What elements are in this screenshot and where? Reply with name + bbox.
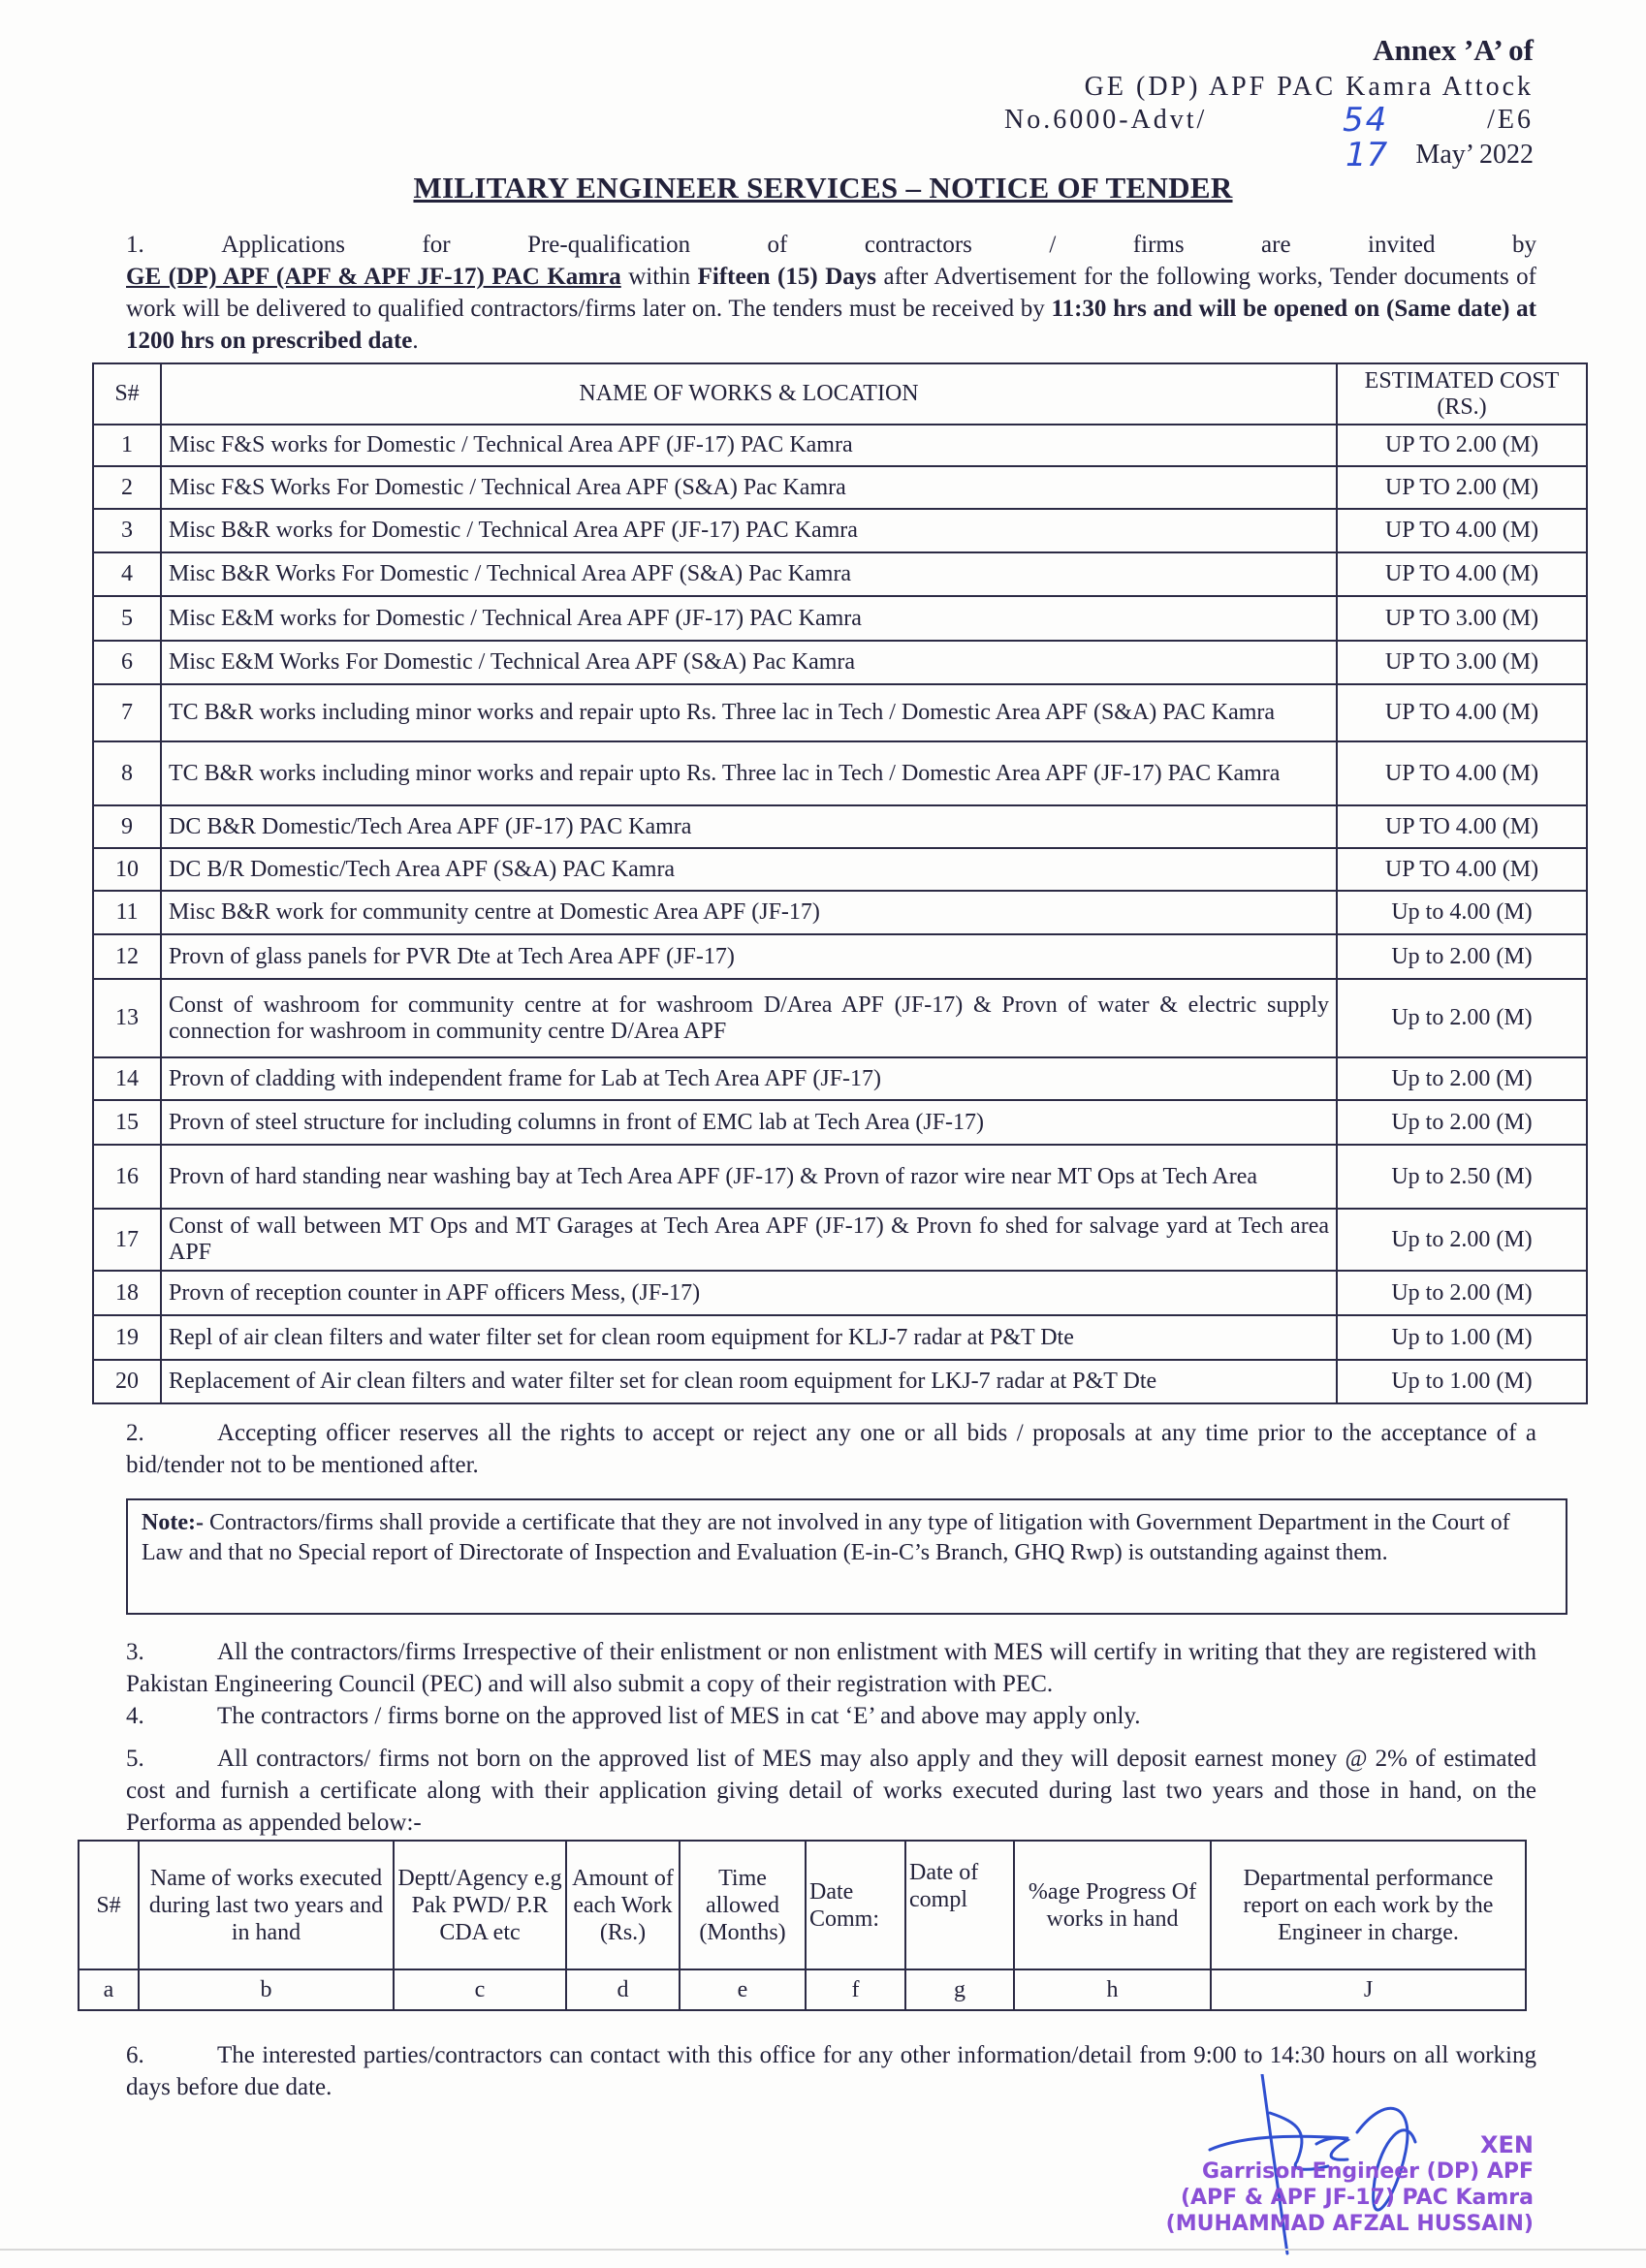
row-sn: 11 <box>93 891 161 934</box>
p2-text: Accepting officer reserves all the rights to accept or reject any one or all bids / proposals at any time prior to the acceptance of a bid/tender not to be mentioned after. <box>126 1420 1536 1478</box>
handwritten-date-day: 17 <box>1345 136 1388 174</box>
table-row <box>93 934 1587 979</box>
row-cost: UP TO 2.00 (M) <box>1337 425 1587 466</box>
table-row <box>93 805 1587 848</box>
row-cost: UP TO 4.00 (M) <box>1337 509 1587 552</box>
table-row <box>93 466 1587 509</box>
p3-text: All the contractors/firms Irrespective of their enlistment or non enlistment with MES will certify in writing that they are registered with Pakistan Engineering Council (PEC) and will also submit a copy of their registration with PEC. <box>126 1639 1536 1697</box>
p1-word: are <box>1261 232 1291 258</box>
p2-number: 2. <box>126 1420 144 1446</box>
works-table <box>92 362 1588 1404</box>
performa-header: Departmental performance report on each work by the Engineer in charge. <box>1211 1841 1526 1969</box>
row-cost: UP TO 3.00 (M) <box>1337 641 1587 684</box>
note-text: Contractors/firms shall provide a certificate that they are not involved in any type of litigation with Government Department in the Court of Law and that no Special report of Directorate of Inspection and Evaluation (E-in-C’s Branch, GHQ Rwp) is outstanding against them. <box>142 1510 1510 1565</box>
performa-cell: c <box>394 1969 566 2010</box>
paragraph-2 <box>126 1417 1536 1481</box>
issuing-office: GE (DP) APF (APF & APF JF-17) PAC Kamra <box>126 264 621 290</box>
p1-word: Pre-qualification <box>527 232 691 258</box>
row-sn: 14 <box>93 1057 161 1100</box>
stamp-name: (MUHAMMAD AFZAL HUSSAIN) <box>1165 2212 1534 2236</box>
performa-cell: b <box>139 1969 394 2010</box>
performa-cell: e <box>680 1969 806 2010</box>
row-cost: Up to 2.50 (M) <box>1337 1145 1587 1209</box>
row-cost: Up to 2.00 (M) <box>1337 1209 1587 1271</box>
row-cost: Up to 2.00 (M) <box>1337 1100 1587 1145</box>
row-sn: 17 <box>93 1209 161 1271</box>
deadline-days: Fifteen (15) Days <box>697 264 876 290</box>
row-sn: 1 <box>93 425 161 466</box>
p6-number: 6. <box>126 2042 144 2068</box>
paragraph-1 <box>126 229 1536 357</box>
table-row <box>93 848 1587 891</box>
row-name: Provn of steel structure for including columns in front of EMC lab at Tech Area (JF-17) <box>161 1100 1337 1145</box>
annex-label: Annex ’A’ of <box>1373 33 1534 67</box>
note-label: Note:- <box>142 1510 204 1535</box>
row-sn: 12 <box>93 934 161 979</box>
row-name: Provn of hard standing near washing bay at Tech Area APF (JF-17) & Provn of razor wire near MT Ops at Tech Area <box>161 1145 1337 1209</box>
row-name: TC B&R works including minor works and repair upto Rs. Three lac in Tech / Domestic Area APF (S&A) PAC Kamra <box>161 684 1337 741</box>
row-sn: 10 <box>93 848 161 891</box>
performa-header: Time allowed (Months) <box>680 1841 806 1969</box>
row-name: Provn of glass panels for PVR Dte at Tech Area APF (JF-17) <box>161 934 1337 979</box>
performa-index-row <box>79 1969 1526 2010</box>
header-sn: S# <box>93 363 161 425</box>
table-row <box>93 1360 1587 1403</box>
row-name: Provn of reception counter in APF officers Mess, (JF-17) <box>161 1271 1337 1315</box>
office-name: GE (DP) APF PAC Kamra Attock <box>1084 72 1534 102</box>
paragraph-1-body <box>126 261 1536 357</box>
p1-word: firms <box>1132 232 1185 258</box>
row-sn: 9 <box>93 805 161 848</box>
table-row <box>93 741 1587 805</box>
row-name: Repl of air clean filters and water filter set for clean room equipment for KLJ-7 radar at P&T Dte <box>161 1315 1337 1360</box>
row-sn: 15 <box>93 1100 161 1145</box>
opening-time: 11:30 hrs and will be opened on (Same date) at 1200 hrs on prescribed date <box>126 296 1536 354</box>
p1-word: invited <box>1368 232 1436 258</box>
row-sn: 3 <box>93 509 161 552</box>
table-row <box>93 1057 1587 1100</box>
row-cost: UP TO 4.00 (M) <box>1337 848 1587 891</box>
row-cost: UP TO 4.00 (M) <box>1337 552 1587 596</box>
performa-header-row <box>79 1841 1526 1969</box>
row-name: Misc E&M Works For Domestic / Technical Area APF (S&A) Pac Kamra <box>161 641 1337 684</box>
row-name: Replacement of Air clean filters and water filter set for clean room equipment for LKJ-7 radar at P&T Dte <box>161 1360 1337 1403</box>
row-sn: 18 <box>93 1271 161 1315</box>
page-title: MILITARY ENGINEER SERVICES – NOTICE OF TENDER <box>413 171 1233 205</box>
p1-text: . <box>412 328 419 354</box>
row-sn: 5 <box>93 596 161 641</box>
performa-header: Amount of each Work (Rs.) <box>566 1841 680 1969</box>
table-row <box>93 1209 1587 1271</box>
row-name: Const of wall between MT Ops and MT Garages at Tech Area APF (JF-17) & Provn fo shed for salvage yard at Tech area APF <box>161 1209 1337 1271</box>
performa-cell: J <box>1211 1969 1526 2010</box>
row-name: DC B&R Domestic/Tech Area APF (JF-17) PAC Kamra <box>161 805 1337 848</box>
official-stamp <box>1166 2132 1534 2237</box>
row-cost: UP TO 4.00 (M) <box>1337 805 1587 848</box>
p1-word: for <box>422 232 451 258</box>
row-cost: Up to 2.00 (M) <box>1337 1057 1587 1100</box>
row-sn: 19 <box>93 1315 161 1360</box>
row-name: Misc B&R Works For Domestic / Technical Area APF (S&A) Pac Kamra <box>161 552 1337 596</box>
row-cost: Up to 2.00 (M) <box>1337 934 1587 979</box>
row-cost: UP TO 2.00 (M) <box>1337 466 1587 509</box>
row-cost: Up to 1.00 (M) <box>1337 1315 1587 1360</box>
page-bottom-edge <box>0 2249 1646 2251</box>
performa-header: Date Comm: <box>806 1841 905 1969</box>
performa-header: Date of compl <box>905 1841 1014 1969</box>
row-sn: 6 <box>93 641 161 684</box>
row-sn: 16 <box>93 1145 161 1209</box>
stamp-title: Garrison Engineer (DP) APF <box>1202 2159 1534 2184</box>
row-cost: Up to 2.00 (M) <box>1337 979 1587 1057</box>
performa-cell: g <box>905 1969 1014 2010</box>
table-row <box>93 1145 1587 1209</box>
p4-text: The contractors / firms borne on the approved list of MES in cat ‘E’ and above may apply only. <box>217 1703 1141 1729</box>
p1-text: within <box>620 264 698 290</box>
p6-text: The interested parties/contractors can contact with this office for any other information/detail from 9:00 to 14:30 hours on all working days before due date. <box>126 2042 1536 2100</box>
performa-cell: f <box>806 1969 905 2010</box>
table-row <box>93 425 1587 466</box>
table-row <box>93 641 1587 684</box>
reference-prefix: No.6000-Advt/ <box>1004 105 1208 135</box>
p1-word: 1. <box>126 232 144 258</box>
handwritten-reference-number: 54 <box>1343 101 1389 140</box>
table-row <box>93 509 1587 552</box>
paragraph-5 <box>126 1743 1536 1839</box>
row-name: Misc E&M works for Domestic / Technical Area APF (JF-17) PAC Kamra <box>161 596 1337 641</box>
stamp-unit: (APF & APF JF-17) PAC Kamra <box>1180 2186 1534 2210</box>
p1-word: by <box>1511 232 1536 258</box>
p1-word: / <box>1049 232 1057 258</box>
performa-cell: h <box>1014 1969 1211 2010</box>
table-row <box>93 552 1587 596</box>
row-name: Misc B&R works for Domestic / Technical Area APF (JF-17) PAC Kamra <box>161 509 1337 552</box>
row-name: Misc B&R work for community centre at Domestic Area APF (JF-17) <box>161 891 1337 934</box>
header-name: NAME OF WORKS & LOCATION <box>161 363 1337 425</box>
row-cost: UP TO 4.00 (M) <box>1337 684 1587 741</box>
paragraph-3 <box>126 1636 1536 1700</box>
performa-header: Name of works executed during last two years and in hand <box>139 1841 394 1969</box>
table-row <box>93 979 1587 1057</box>
reference-suffix: /E6 <box>1487 105 1534 135</box>
table-row <box>93 1100 1587 1145</box>
date-month-year: May’ 2022 <box>1415 140 1534 170</box>
works-table-header <box>93 363 1587 425</box>
row-name: Misc F&S Works For Domestic / Technical Area APF (S&A) Pac Kamra <box>161 466 1337 509</box>
performa-header: Deptt/Agency e.g Pak PWD/ P.R CDA etc <box>394 1841 566 1969</box>
paragraph-1-first-line <box>126 229 1536 261</box>
p1-word: Applications <box>221 232 345 258</box>
table-row <box>93 684 1587 741</box>
row-cost: UP TO 4.00 (M) <box>1337 741 1587 805</box>
p5-text: All contractors/ firms not born on the approved list of MES may also apply and they will deposit earnest money @ 2% of estimated cost and furnish a certificate along with their application giving detail of works executed during last two years and those in hand, on the Performa as appended below:- <box>126 1746 1536 1836</box>
p1-text: after Advertisement for the following works, Tender documents of work will be delivered to qualified contractors/firms later on. The tenders must be received by <box>126 264 1536 322</box>
row-sn: 8 <box>93 741 161 805</box>
row-sn: 4 <box>93 552 161 596</box>
row-sn: 2 <box>93 466 161 509</box>
performa-header: S# <box>79 1841 139 1969</box>
note-box <box>126 1498 1567 1615</box>
paragraph-4 <box>126 1700 1536 1732</box>
row-cost: Up to 1.00 (M) <box>1337 1360 1587 1403</box>
row-name: Misc F&S works for Domestic / Technical Area APF (JF-17) PAC Kamra <box>161 425 1337 466</box>
performa-table <box>78 1840 1527 2011</box>
p1-word: contractors <box>864 232 972 258</box>
row-cost: UP TO 3.00 (M) <box>1337 596 1587 641</box>
table-row <box>93 891 1587 934</box>
p1-word: of <box>767 232 788 258</box>
row-sn: 7 <box>93 684 161 741</box>
performa-header: %age Progress Of works in hand <box>1014 1841 1211 1969</box>
row-name: DC B/R Domestic/Tech Area APF (S&A) PAC Kamra <box>161 848 1337 891</box>
row-cost: Up to 2.00 (M) <box>1337 1271 1587 1315</box>
table-row <box>93 1315 1587 1360</box>
header-cost: ESTIMATED COST (RS.) <box>1337 363 1587 425</box>
row-name: TC B&R works including minor works and repair upto Rs. Three lac in Tech / Domestic Area APF (JF-17) PAC Kamra <box>161 741 1337 805</box>
row-sn: 20 <box>93 1360 161 1403</box>
p5-number: 5. <box>126 1746 144 1772</box>
row-name: Provn of cladding with independent frame for Lab at Tech Area APF (JF-17) <box>161 1057 1337 1100</box>
row-sn: 13 <box>93 979 161 1057</box>
p4-number: 4. <box>126 1703 144 1729</box>
row-name: Const of washroom for community centre at for washroom D/Area APF (JF-17) & Provn of water & electric supply connection for washroom in community centre D/Area APF <box>161 979 1337 1057</box>
table-row <box>93 1271 1587 1315</box>
stamp-designation: XEN <box>1480 2131 1534 2158</box>
row-cost: Up to 4.00 (M) <box>1337 891 1587 934</box>
p3-number: 3. <box>126 1639 144 1665</box>
performa-cell: a <box>79 1969 139 2010</box>
performa-cell: d <box>566 1969 680 2010</box>
table-row <box>93 596 1587 641</box>
